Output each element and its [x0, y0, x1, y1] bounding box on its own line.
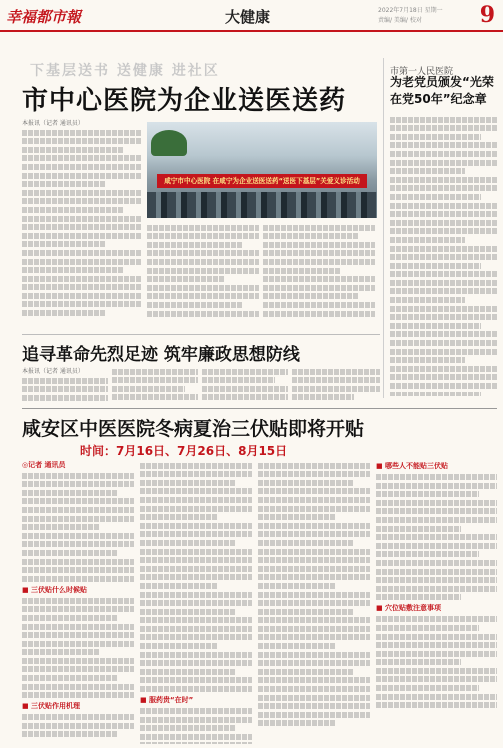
- article2-body-col1: [22, 366, 108, 402]
- article2-body-col3: [202, 366, 288, 402]
- article2-body-col4: [292, 366, 380, 402]
- sidebar-kicker: 市第一人民医院: [390, 67, 454, 77]
- masthead: [0, 0, 503, 32]
- article1-body-col2: [147, 222, 259, 326]
- article3-subhead-1: ■ 三伏贴什么时候贴: [22, 585, 88, 594]
- event-banner: 咸宁市中心医院 在咸宁为企业送医送药“送医下基层”关爱义诊活动: [157, 174, 367, 188]
- article3-body-col4: [376, 460, 497, 744]
- article3-date-label: 时间：7月16日、7月26日、8月15日: [80, 444, 288, 458]
- crowd-figure: [147, 192, 377, 218]
- issue-date: 2022年7月18日 星期一: [378, 7, 443, 14]
- newspaper-brand: 幸福都市報: [6, 8, 82, 26]
- article1-kicker: 下基层送书 送健康 进社区: [30, 63, 220, 79]
- article2-byline: 本报讯（记者 通讯员）: [22, 368, 84, 375]
- page-number: 9: [479, 2, 495, 28]
- article3-subhead-3: ■ 穴位贴敷注意事项: [376, 604, 442, 613]
- section-divider: [22, 334, 380, 335]
- article1-byline: 本报讯（记者 通讯员）: [22, 120, 84, 127]
- editor-credits: 责编/ 美编/ 校对: [378, 17, 422, 24]
- article2-headline: 追寻革命先烈足迹 筑牢廉政思想防线: [22, 345, 300, 365]
- article3-subhead-2: ■ 三伏贴作用机理: [22, 702, 81, 711]
- section-title: 大健康: [225, 8, 271, 26]
- article1-photo: [147, 122, 377, 218]
- article2-body-col2: [112, 366, 198, 402]
- article1-body-col1: [22, 118, 142, 326]
- article3-subhead-5: ■ 服药贵“在时”: [140, 696, 194, 705]
- tree-figure: [151, 130, 187, 156]
- article1-body-col3: [263, 222, 375, 326]
- sidebar-title-line1: 为老党员颁发“光荣: [390, 75, 494, 89]
- article3-body-col2: [140, 460, 252, 744]
- article3-body-col3: [258, 460, 370, 744]
- article1-headline: 市中心医院为企业送医送药: [22, 86, 347, 116]
- article3-reporter: ◎记者 通讯员: [22, 461, 66, 469]
- sidebar-body: [390, 114, 497, 396]
- column-divider: [383, 58, 384, 398]
- article3-subhead-4: ■ 哪些人不能贴三伏贴: [376, 462, 449, 470]
- sidebar-title-line2: 在党50年”纪念章: [390, 92, 487, 106]
- section-divider-2: [22, 408, 497, 409]
- article3-body-col1: [22, 460, 134, 744]
- article3-headline: 咸安区中医医院冬病夏治三伏贴即将开贴: [22, 418, 365, 440]
